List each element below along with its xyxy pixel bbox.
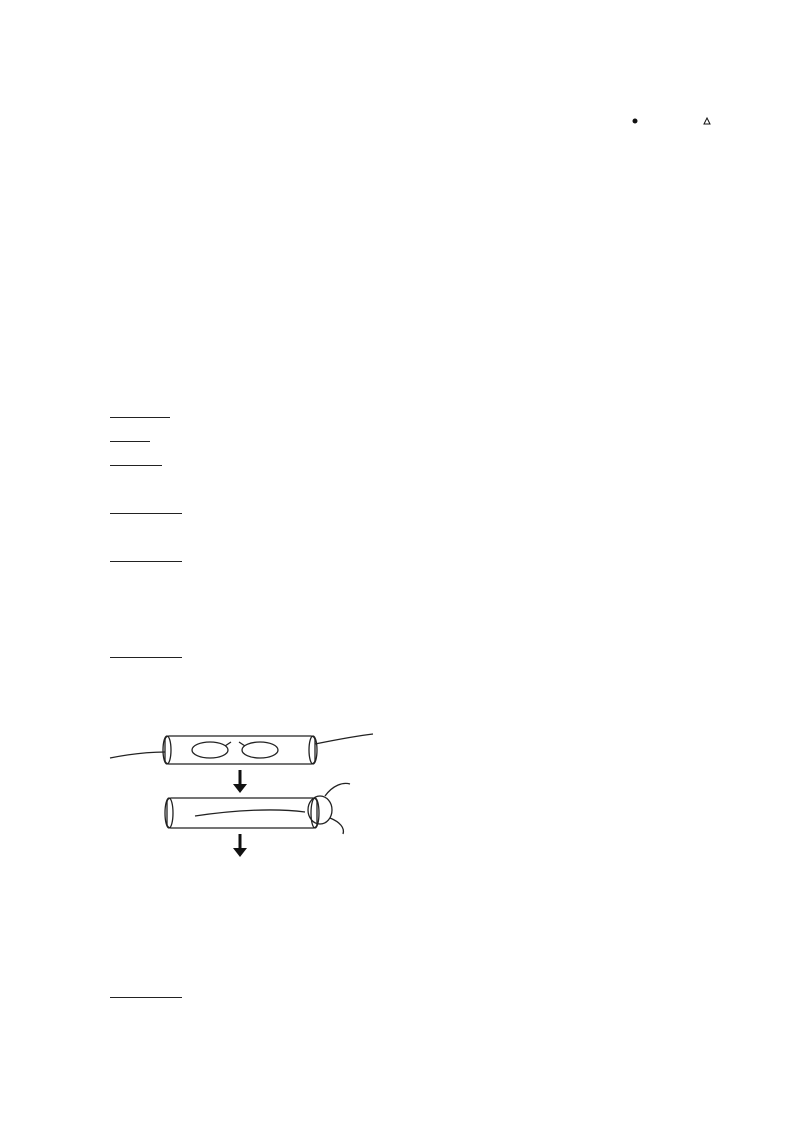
answer-blank-5[interactable] [110,643,182,658]
answer-blank-1[interactable] [110,403,170,418]
part1-line5 [110,498,182,522]
figure2-chart [385,672,730,890]
answer-blank-2-cont[interactable] [110,451,162,466]
answer-blank-1-cont[interactable] [110,427,124,442]
part1-line2 [110,426,150,450]
tube-top [110,734,373,764]
part2-line1 [110,546,182,570]
answer-blank-6[interactable] [110,983,182,998]
answer-blank-4[interactable] [110,547,182,562]
tube-bottom [165,783,350,834]
arrow-down-1 [233,770,247,793]
answer-blank-2[interactable] [124,427,150,442]
answer-blank-3[interactable] [110,499,182,514]
top-legend [633,118,711,124]
part2-line5 [110,642,182,666]
top-figure [70,108,760,248]
arrow-down-2 [233,834,247,857]
part1-line3 [110,450,162,474]
part3-line3 [110,982,182,1006]
figure1-illustration [105,700,375,860]
part1-line1 [110,402,170,426]
